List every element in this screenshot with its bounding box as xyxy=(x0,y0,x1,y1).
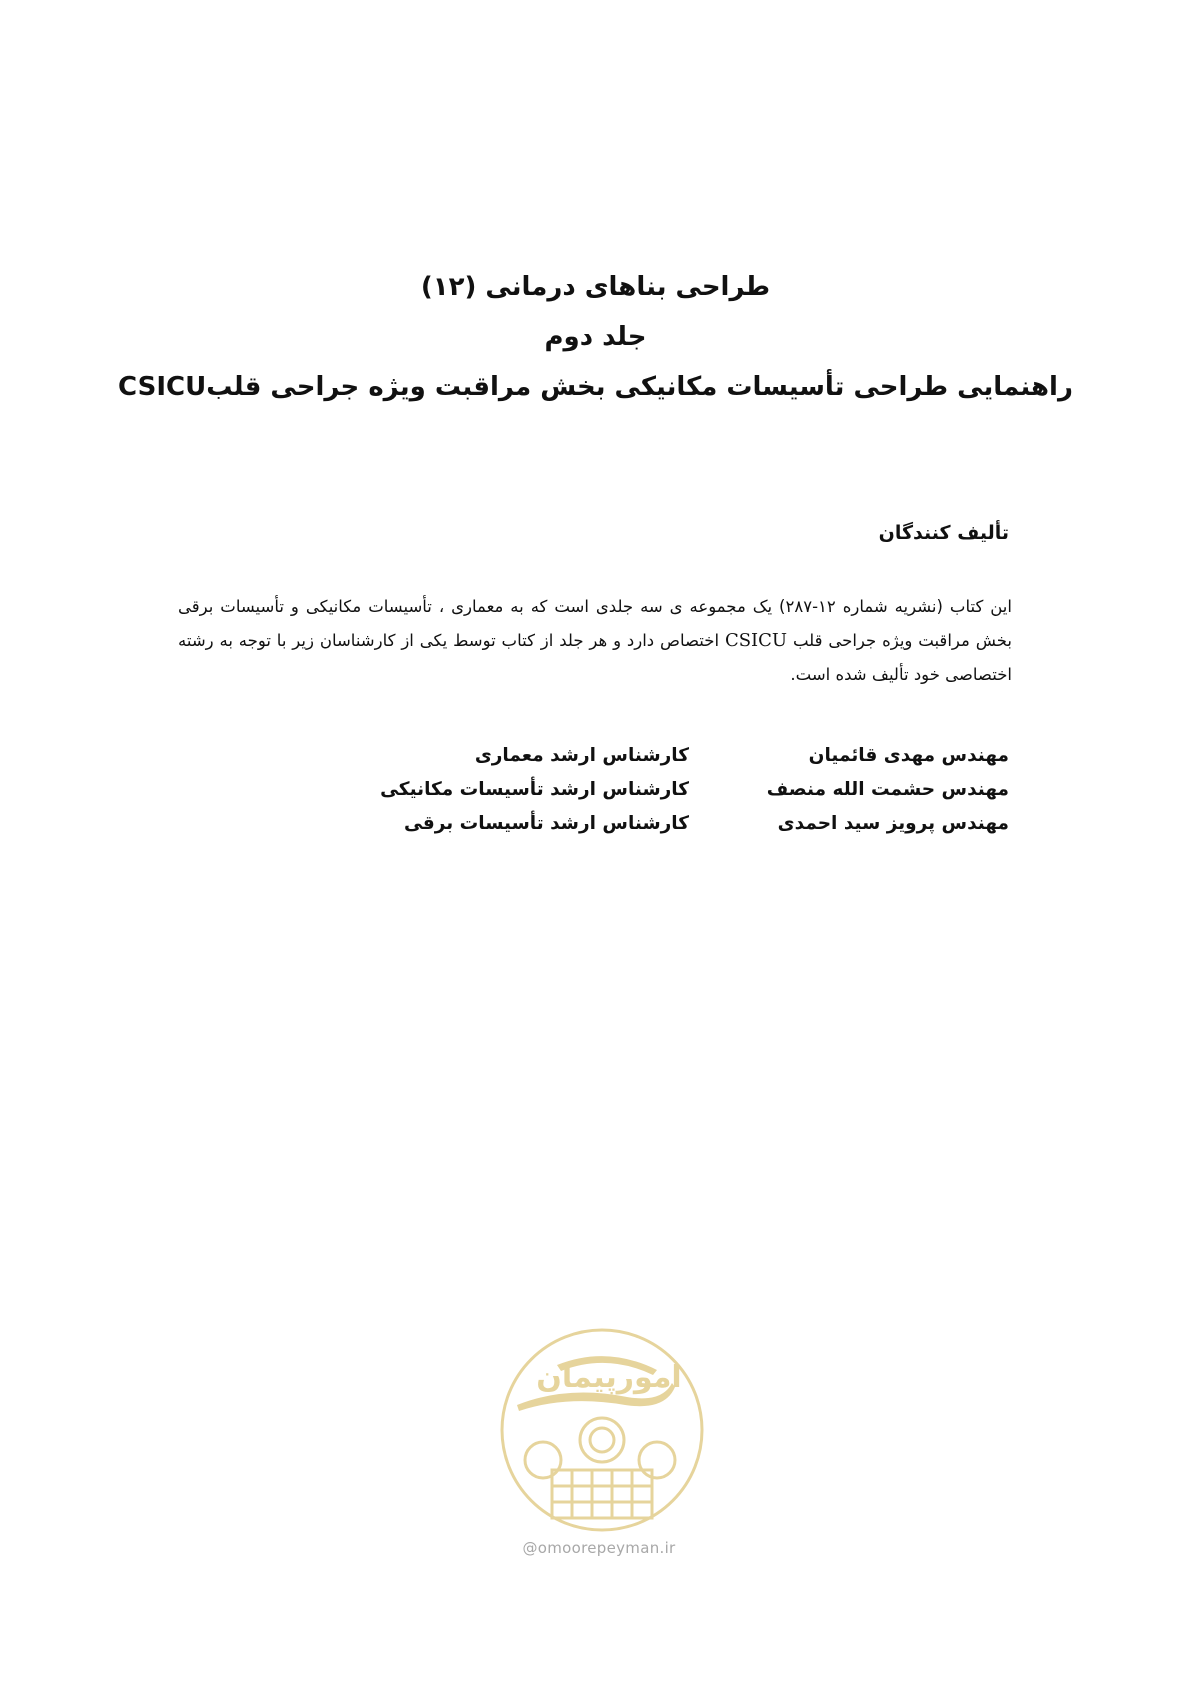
authors-list xyxy=(380,738,1009,840)
intro-text-part2: اختصاص دارد و هر جلد از کتاب توسط یکی از کارشناسان زیر با توجه به رشته اختصاصی خود تألیف شده است. xyxy=(178,631,1012,684)
series-title: طراحی بناهای درمانی (۱۲) xyxy=(420,272,771,302)
author-title: کارشناس ارشد معماری xyxy=(474,744,689,766)
author-row xyxy=(380,806,1009,840)
authors-heading: تألیف کنندگان xyxy=(878,522,1009,544)
author-row xyxy=(380,772,1009,806)
author-name: مهندس مهدی قائمیان xyxy=(808,744,1009,766)
intro-code: CSICU xyxy=(724,630,788,651)
author-name: مهندس پرویز سید احمدی xyxy=(777,812,1009,834)
book-title: راهنمایی طراحی تأسیسات مکانیکی بخش مراقبت ویژه جراحی قلبCSICU xyxy=(118,372,1073,402)
watermark-logo xyxy=(497,1325,707,1575)
author-title: کارشناس ارشد تأسیسات مکانیکی xyxy=(380,778,689,800)
author-name: مهندس حشمت الله منصف xyxy=(766,778,1009,800)
intro-paragraph xyxy=(178,590,1012,692)
author-row xyxy=(380,738,1009,772)
title-block xyxy=(0,262,1191,412)
volume-title: جلد دوم xyxy=(544,322,647,352)
intro-text-part1: این کتاب (نشریه شماره ۱۲-۲۸۷) یک مجموعه ی سه جلدی است که به معماری ، تأسیسات مکانیکی و تأسیسات برقی بخش مراقبت ویژه جراحی قلب xyxy=(178,597,1012,650)
author-title: کارشناس ارشد تأسیسات برقی xyxy=(403,812,689,834)
watermark-caption: @omoorepeyman.ir xyxy=(522,1539,676,1557)
watermark-logo-text: امورپیمان xyxy=(536,1360,682,1395)
